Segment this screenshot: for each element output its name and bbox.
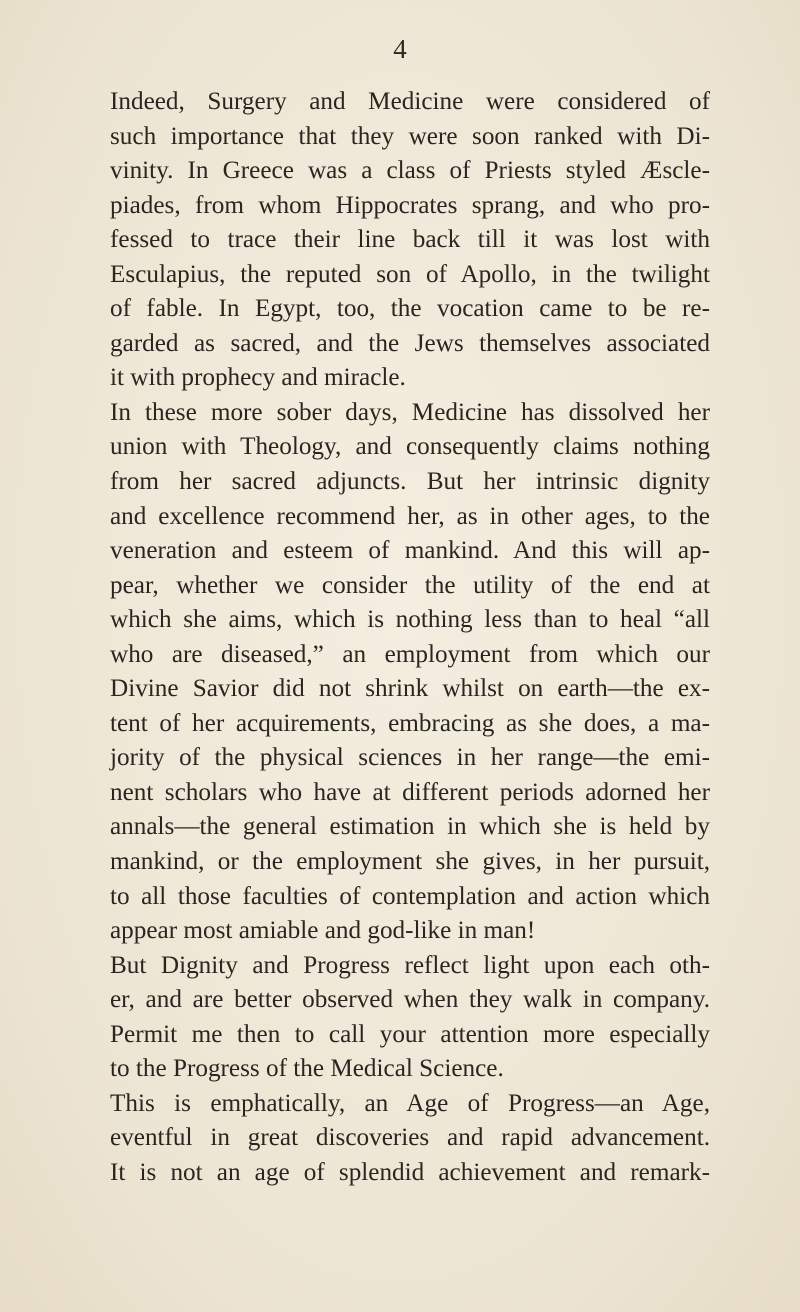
text-line: fessed to trace their line back till it was lost with xyxy=(110,226,710,254)
text-line: Permit me then to call your attention more especially xyxy=(110,1020,710,1048)
text-line: which she aims, which is nothing less than to heal “all xyxy=(110,606,710,634)
text-line: union with Theology, and consequently claims nothing xyxy=(110,433,710,461)
text-line: piades, from whom Hippocrates sprang, and who pro- xyxy=(110,191,710,219)
text-line: eventful in great discoveries and rapid advancement. xyxy=(110,1124,710,1152)
text-line: it with prophecy and miracle. xyxy=(110,364,406,392)
text-line: veneration and esteem of mankind. And this will ap- xyxy=(110,537,710,565)
text-line: Divine Savior did not shrink whilst on earth—the ex- xyxy=(110,675,710,703)
text-line: Esculapius, the reputed son of Apollo, in the twilight xyxy=(110,260,710,288)
page-number: 4 xyxy=(393,34,407,64)
text-line: to all those faculties of contemplation and action which xyxy=(110,882,710,910)
body-text xyxy=(110,85,710,1191)
text-line: This is emphatically, an Age of Progress—an Age, xyxy=(110,1089,710,1117)
text-line: to the Progress of the Medical Science. xyxy=(110,1055,504,1083)
text-line: pear, whether we consider the utility of the end at xyxy=(110,571,710,599)
text-line: mankind, or the employment she gives, in her pursuit, xyxy=(110,848,710,876)
text-line: annals—the general estimation in which she is held by xyxy=(110,813,710,841)
text-line: appear most amiable and god-like in man! xyxy=(110,917,536,945)
text-line: and excellence recommend her, as in other ages, to the xyxy=(110,502,710,530)
text-line: But Dignity and Progress reflect light upon each oth- xyxy=(110,951,710,979)
text-line: In these more sober days, Medicine has dissolved her xyxy=(110,398,710,426)
text-line: garded as sacred, and the Jews themselves associated xyxy=(110,329,710,357)
text-line: nent scholars who have at different periods adorned her xyxy=(110,778,710,806)
text-line: tent of her acquirements, embracing as she does, a ma- xyxy=(110,709,710,737)
text-line: Indeed, Surgery and Medicine were considered of xyxy=(110,88,710,115)
text-line: from her sacred adjuncts. But her intrinsic dignity xyxy=(110,468,710,496)
text-line: of fable. In Egypt, too, the vocation came to be re- xyxy=(110,295,710,323)
text-line: such importance that they were soon ranked with Di- xyxy=(110,122,710,150)
text-line: jority of the physical sciences in her range—the emi- xyxy=(110,744,710,772)
text-line: er, and are better observed when they walk in company. xyxy=(110,986,710,1014)
text-line: vinity. In Greece was a class of Priests styled Æscle- xyxy=(110,157,710,185)
text-line: It is not an age of splendid achievement and remark- xyxy=(110,1158,710,1186)
text-line: who are diseased,” an employment from which our xyxy=(110,640,710,668)
